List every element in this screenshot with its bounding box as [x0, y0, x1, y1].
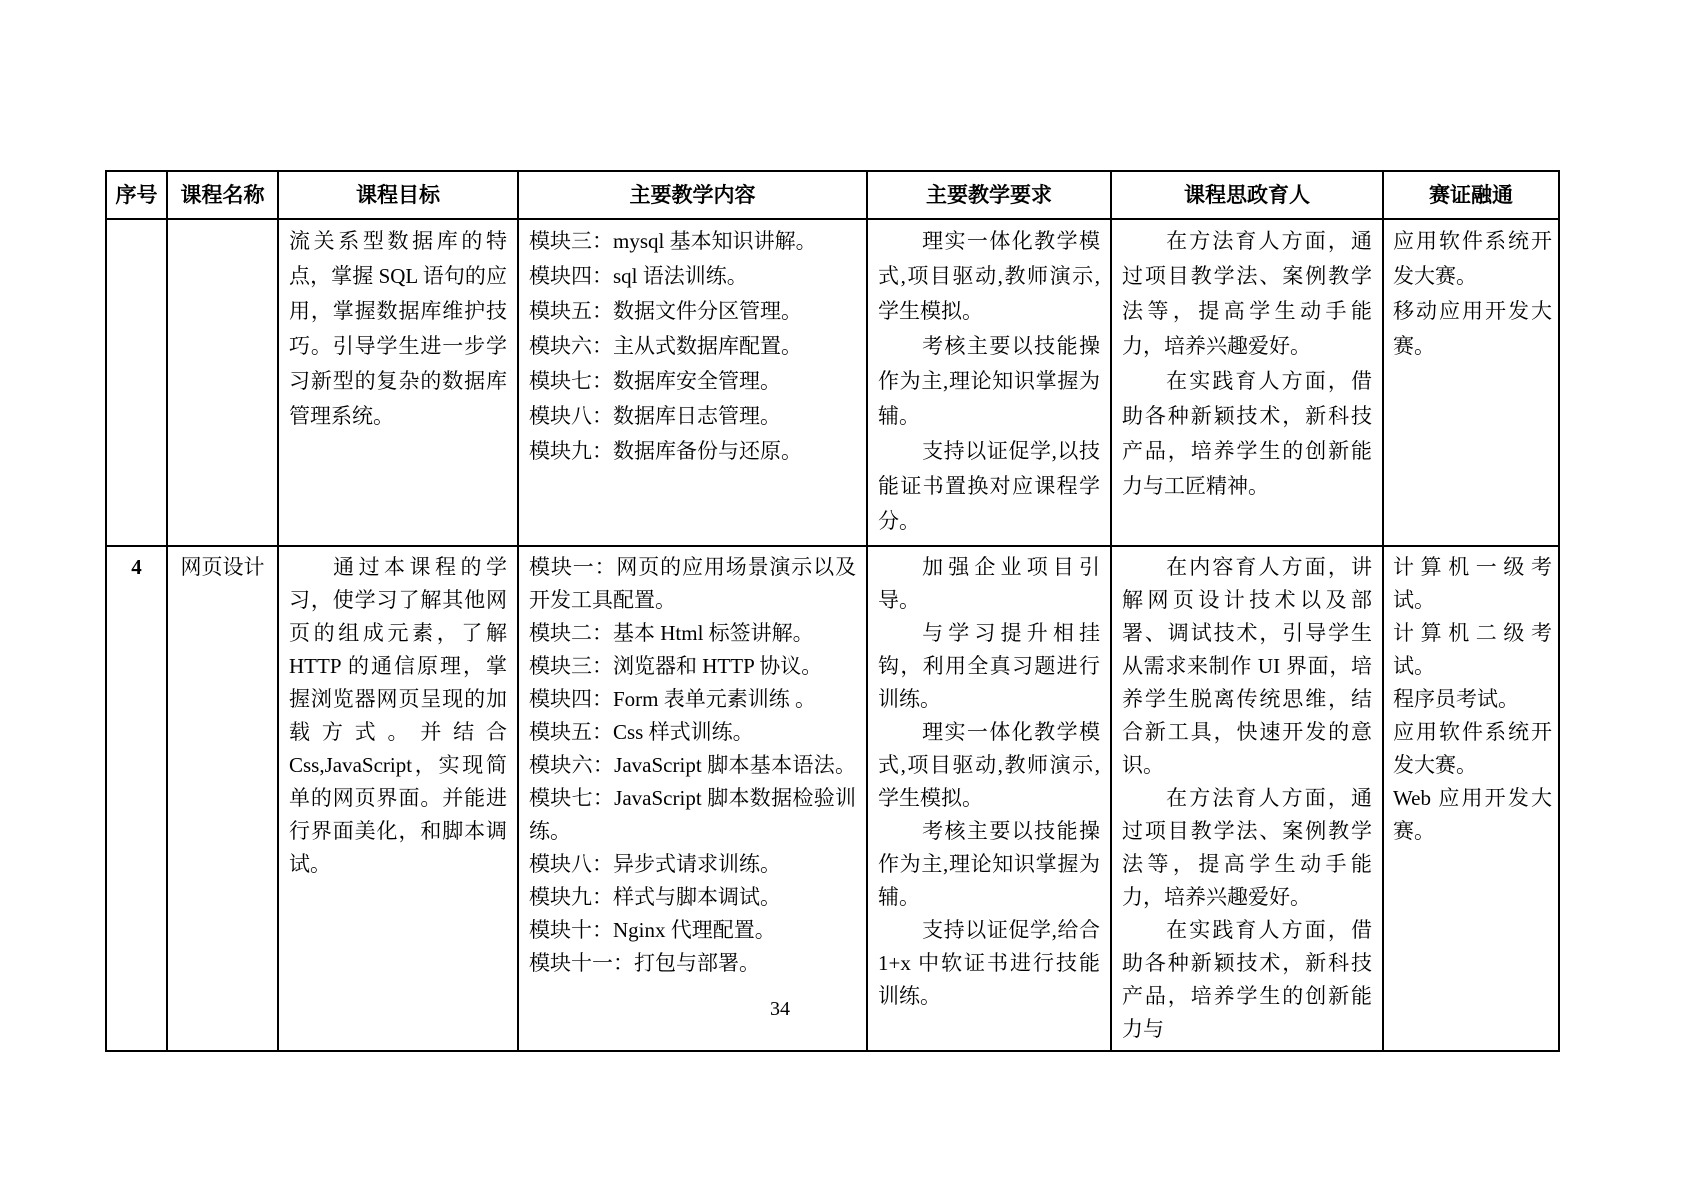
- content-line: 模块九：样式与脚本调试。: [529, 885, 781, 909]
- ideology-paragraph: 在内容育人方面，讲解网页设计技术以及部署、调试技术，引导学生从需求来制作 UI 界面，培养学生脱离传统思维，结合新工具，快速开发的意识。: [1122, 555, 1372, 777]
- ideology-paragraph: 在方法育人方面，通过项目教学法、案例教学法等，提高学生动手能力，培养兴趣爱好。: [1122, 786, 1372, 909]
- content-line: 模块四：sql 语法训练。: [529, 264, 748, 288]
- cell-teaching-requirements: [867, 219, 1111, 546]
- content-line: 模块五：数据文件分区管理。: [529, 299, 802, 323]
- header-ideology-education: 课程思政育人: [1111, 171, 1383, 219]
- requirement-paragraph: 加强企业项目引导。: [878, 555, 1100, 612]
- objective-paragraph: 通过本课程的学习，使学习了解其他网页的组成元素，了解 HTTP 的通信原理，掌握浏览器网页呈现的加载方式。并结合 Css,JavaScript，实现简单的网页界面。并能进行界面美化，和脚本调试。: [289, 555, 507, 876]
- header-seq: 序号: [106, 171, 167, 219]
- cell-seq: 4: [106, 546, 167, 1051]
- content-line: 模块九：数据库备份与还原。: [529, 439, 802, 463]
- requirement-paragraph: 与学习提升相挂钩，利用全真习题进行训练。: [878, 621, 1100, 711]
- content-line: 模块八：数据库日志管理。: [529, 404, 781, 428]
- header-teaching-content: 主要教学内容: [518, 171, 867, 219]
- cert-line: 程序员考试。: [1393, 687, 1519, 711]
- cell-teaching-requirements: [867, 546, 1111, 1051]
- table-row-database-course-continued: [106, 219, 1559, 546]
- cell-ideology-education: [1111, 219, 1383, 546]
- ideology-paragraph: 在实践育人方面，借助各种新颖技术，新科技产品，培养学生的创新能力与工匠精神。: [1122, 369, 1372, 498]
- ideology-paragraph: 在实践育人方面，借助各种新颖技术，新科技产品，培养学生的创新能力与: [1122, 918, 1372, 1041]
- cell-seq: [106, 219, 167, 546]
- requirement-paragraph: 考核主要以技能操作为主,理论知识掌握为辅。: [878, 819, 1100, 909]
- cell-course-objective: [278, 546, 518, 1051]
- table-row-web-design-course: [106, 546, 1559, 1051]
- cell-course-name: 网页设计: [167, 546, 278, 1051]
- cert-line: 移动应用开发大赛。: [1393, 299, 1552, 358]
- cert-line: 计算机二级考试。: [1393, 621, 1552, 678]
- objective-paragraph: 流关系型数据库的特点，掌握 SQL 语句的应用，掌握数据库维护技巧。引导学生进一步学习新型的复杂的数据库管理系统。: [289, 229, 507, 428]
- requirement-paragraph: 考核主要以技能操作为主,理论知识掌握为辅。: [878, 334, 1100, 428]
- table-header-row: [106, 171, 1559, 219]
- header-teaching-requirements: 主要教学要求: [867, 171, 1111, 219]
- content-line: 模块十一：打包与部署。: [529, 951, 760, 975]
- content-line: 模块七：数据库安全管理。: [529, 369, 781, 393]
- content-line: 模块五：Css 样式训练。: [529, 720, 754, 744]
- requirement-paragraph: 理实一体化教学模式,项目驱动,教师演示,学生模拟。: [878, 229, 1100, 323]
- requirement-paragraph: 支持以证促学,以技能证书置换对应课程学分。: [878, 439, 1100, 533]
- header-course-objective: 课程目标: [278, 171, 518, 219]
- content-line: 模块十：Nginx 代理配置。: [529, 918, 776, 942]
- content-line: 模块一：网页的应用场景演示以及开发工具配置。: [529, 555, 856, 612]
- content-line: 模块四：Form 表单元素训练 。: [529, 687, 817, 711]
- cert-line: Web 应用开发大赛。: [1393, 786, 1552, 843]
- cell-teaching-content: [518, 219, 867, 546]
- content-line: 模块三：mysql 基本知识讲解。: [529, 229, 817, 253]
- content-line: 模块二：基本 Html 标签讲解。: [529, 621, 814, 645]
- cell-ideology-education: [1111, 546, 1383, 1051]
- content-line: 模块三：浏览器和 HTTP 协议。: [529, 654, 823, 678]
- cell-course-objective: [278, 219, 518, 546]
- requirement-paragraph: 支持以证促学,给合 1+x 中软证书进行技能训练。: [878, 918, 1100, 1008]
- ideology-paragraph: 在方法育人方面，通过项目教学法、案例教学法等，提高学生动手能力，培养兴趣爱好。: [1122, 229, 1372, 358]
- requirement-paragraph: 理实一体化教学模式,项目驱动,教师演示,学生模拟。: [878, 720, 1100, 810]
- course-syllabus-table: [105, 170, 1560, 1052]
- content-line: 模块六：JavaScript 脚本基本语法。模块七：JavaScript 脚本数据检验训练。: [529, 753, 856, 843]
- cert-line: 计算机一级考试。: [1393, 555, 1552, 612]
- cell-course-name: [167, 219, 278, 546]
- cell-teaching-content: [518, 546, 867, 1051]
- header-competition-certificate: 赛证融通: [1383, 171, 1559, 219]
- cell-competition-certificate: [1383, 546, 1559, 1051]
- content-line: 模块八：异步式请求训练。: [529, 852, 781, 876]
- content-line: 模块六：主从式数据库配置。: [529, 334, 802, 358]
- header-course-name: 课程名称: [167, 171, 278, 219]
- cert-line: 应用软件系统开发大赛。: [1393, 229, 1552, 288]
- cert-line: 应用软件系统开发大赛。: [1393, 720, 1552, 777]
- page-number: 34: [770, 998, 790, 1020]
- cell-competition-certificate: [1383, 219, 1559, 546]
